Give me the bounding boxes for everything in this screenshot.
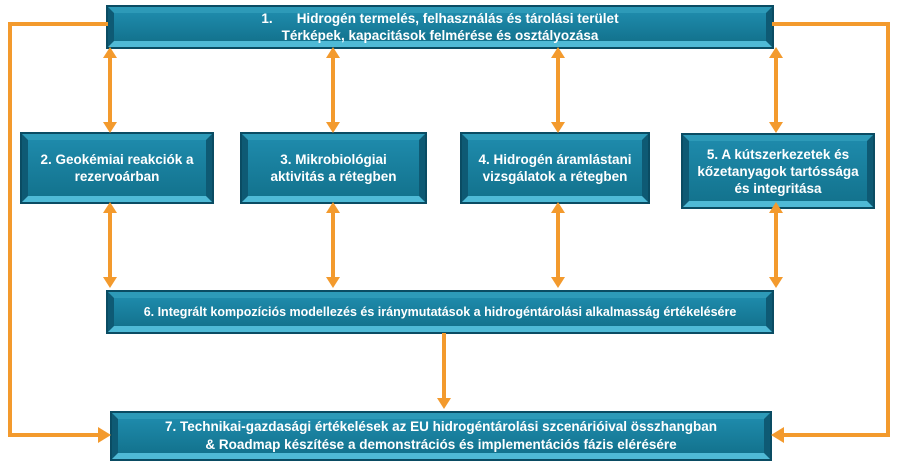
box-6-label: 6. Integrált kompozíciós modellezés és iránymutatások a hidrogéntárolási alkalmasság értékelésére bbox=[143, 305, 737, 319]
box-7-techno-economic-roadmap bbox=[112, 413, 770, 459]
box-1-hydrogen-production-mapping bbox=[108, 7, 772, 47]
left-loop-arrowhead bbox=[98, 427, 111, 443]
right-loop-top-segment bbox=[772, 22, 890, 26]
bidirectional-arrow-box1-box5 bbox=[774, 57, 778, 123]
box-3-label: 3. Mikrobiológiai aktivitás a rétegben bbox=[270, 152, 397, 184]
bidirectional-arrow-box1-box3 bbox=[331, 57, 335, 123]
box-7-line2: & Roadmap készítése a demonstrációs és implementációs fázis elérésére bbox=[205, 437, 677, 452]
box-5-well-integrity bbox=[683, 135, 873, 207]
bidirectional-arrow-box5-box6 bbox=[774, 212, 778, 278]
left-loop-bottom-segment bbox=[8, 433, 98, 437]
right-loop-vertical-segment bbox=[886, 22, 890, 437]
box-4-label: 4. Hidrogén áramlástani vizsgálatok a rétegben bbox=[478, 152, 632, 184]
bidirectional-arrow-box2-box6 bbox=[108, 212, 112, 278]
box-4-hydrogen-flow-studies bbox=[462, 134, 648, 202]
box-1-line2: Térképek, kapacitások felmérése és osztályozása bbox=[281, 28, 599, 43]
bidirectional-arrow-box1-box2 bbox=[108, 57, 112, 123]
box-2-label: 2. Geokémiai reakciók a rezervoárban bbox=[40, 152, 194, 184]
box-6-integrated-compositional-modeling bbox=[108, 292, 772, 332]
box-1-line1: Hidrogén termelés, felhasználás és tárolási terület bbox=[296, 11, 619, 26]
box-3-microbiological-activity bbox=[242, 134, 425, 202]
box-5-label: 5. A kútszerkezetek és kőzetanyagok tartóssága és integritása bbox=[697, 146, 859, 196]
down-arrow-box6-box7 bbox=[442, 333, 446, 399]
bidirectional-arrow-box1-box4 bbox=[556, 57, 560, 123]
box-1-number: 1. bbox=[261, 11, 273, 26]
right-loop-bottom-segment bbox=[784, 433, 886, 437]
left-loop-top-segment bbox=[8, 22, 108, 26]
bidirectional-arrow-box4-box6 bbox=[556, 212, 560, 278]
box-7-line1: 7. Technikai-gazdasági értékelések az EU hidrogéntárolási szcenárióival összhangban bbox=[165, 419, 717, 434]
right-loop-arrowhead bbox=[771, 427, 784, 443]
left-loop-vertical-segment bbox=[8, 22, 12, 437]
bidirectional-arrow-box3-box6 bbox=[331, 212, 335, 278]
box-2-geochemical-reactions bbox=[22, 134, 212, 202]
